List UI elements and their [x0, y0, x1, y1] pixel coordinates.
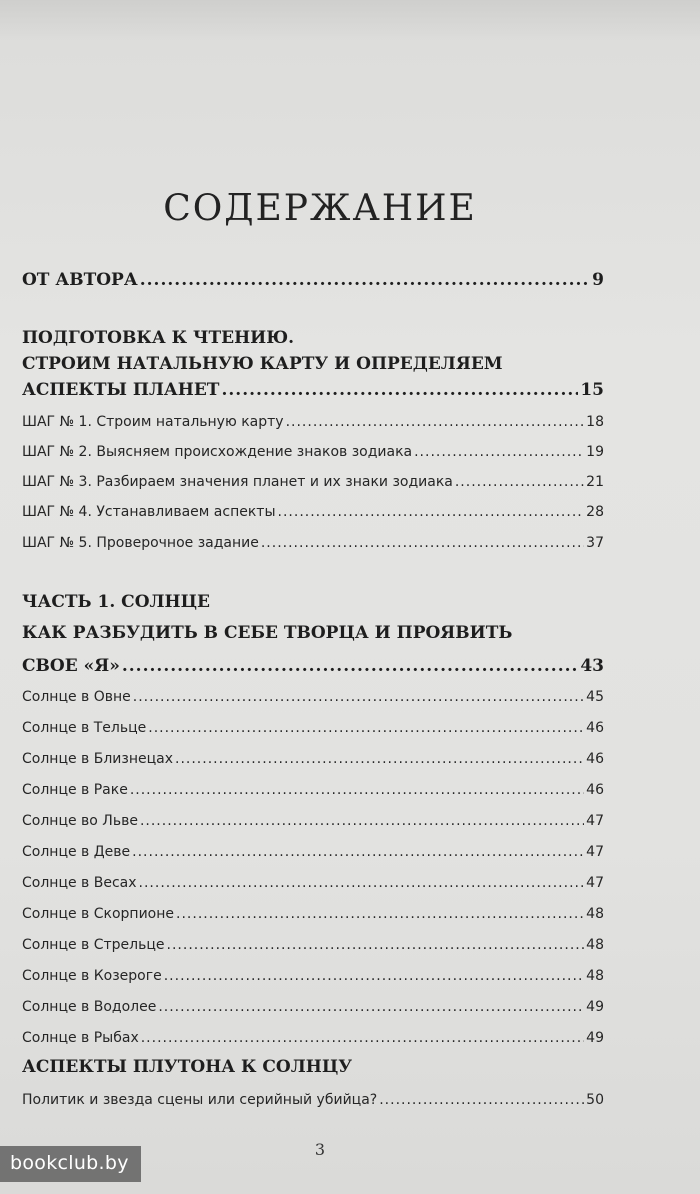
section-heading-line: АСПЕКТЫ ПЛУТОНА К СОЛНЦУ	[22, 1057, 353, 1077]
toc-label: Солнце в Близнецах	[22, 751, 173, 767]
toc-entry-author	[22, 270, 604, 290]
toc-label: Солнце во Льве	[22, 813, 138, 829]
toc-page: 47	[586, 813, 604, 829]
section-heading-line: ПОДГОТОВКА К ЧТЕНИЮ.	[22, 328, 295, 348]
toc-entry-step	[22, 474, 604, 490]
toc-label: СВОЕ «Я»	[22, 656, 120, 676]
toc-page: 47	[586, 875, 604, 891]
dot-leader	[141, 1030, 584, 1046]
toc-label: АСПЕКТЫ ПЛАНЕТ	[22, 380, 220, 400]
dot-leader	[278, 504, 585, 520]
toc-label: Солнце в Водолее	[22, 999, 157, 1015]
toc-entry-sun	[22, 1030, 604, 1046]
toc-page: 48	[586, 906, 604, 922]
toc-label: Солнце в Стрельце	[22, 937, 165, 953]
toc-label: Солнце в Овне	[22, 689, 131, 705]
watermark: bookclub.by	[0, 1146, 141, 1182]
toc-entry-step	[22, 504, 604, 520]
toc-label: Солнце в Рыбах	[22, 1030, 139, 1046]
toc-page: 49	[586, 999, 604, 1015]
dot-leader	[379, 1092, 584, 1108]
dot-leader	[148, 720, 584, 736]
toc-entry-sun	[22, 999, 604, 1015]
toc-label: Политик и звезда сцены или серийный убийца?	[22, 1092, 378, 1108]
toc-page: 21	[586, 474, 604, 490]
dot-leader	[130, 782, 584, 798]
toc-label: ШАГ № 5. Проверочное задание	[22, 535, 259, 551]
page-number: 3	[314, 1140, 326, 1159]
toc-entry-prep	[22, 380, 604, 400]
toc-entry-sun	[22, 689, 604, 705]
section-heading-line: ЧАСТЬ 1. СОЛНЦЕ	[22, 592, 210, 612]
toc-page: 48	[586, 937, 604, 953]
toc-page: 37	[586, 535, 604, 551]
toc-entry-sun	[22, 968, 604, 984]
toc-entry-step	[22, 535, 604, 551]
toc-page: 46	[586, 751, 604, 767]
toc-page: 28	[586, 504, 604, 520]
toc-entry-sun	[22, 751, 604, 767]
dot-leader	[455, 474, 584, 490]
dot-leader	[167, 937, 585, 953]
toc-entry-sun	[22, 844, 604, 860]
toc-page: 50	[586, 1092, 604, 1108]
toc-label: ШАГ № 1. Строим натальную карту	[22, 414, 284, 430]
dot-leader	[158, 999, 584, 1015]
dot-leader	[286, 414, 585, 430]
toc-label: Солнце в Скорпионе	[22, 906, 175, 922]
toc-entry-step	[22, 414, 604, 430]
dot-leader	[140, 270, 590, 290]
toc-page: 48	[586, 968, 604, 984]
toc-page: 43	[580, 656, 604, 676]
toc-label: ШАГ № 2. Выясняем происхождение знаков зодиака	[22, 444, 413, 460]
toc-entry-sun	[22, 875, 604, 891]
toc-label: ШАГ № 4. Устанавливаем аспекты	[22, 504, 276, 520]
toc-label: ОТ АВТОРА	[22, 270, 138, 290]
toc-entry-sun	[22, 813, 604, 829]
toc-entry-part1	[22, 656, 604, 676]
toc-label: Солнце в Тельце	[22, 720, 147, 736]
toc-label: Солнце в Козероге	[22, 968, 162, 984]
dot-leader	[140, 813, 584, 829]
dot-leader	[176, 906, 584, 922]
toc-entry-sun	[22, 906, 604, 922]
dot-leader	[164, 968, 584, 984]
toc-page: 45	[586, 689, 604, 705]
dot-leader	[122, 656, 579, 676]
dot-leader	[139, 875, 585, 891]
toc-entry-pluto	[22, 1092, 604, 1108]
dot-leader	[414, 444, 584, 460]
toc-page: 46	[586, 782, 604, 798]
toc-entry-sun	[22, 720, 604, 736]
toc-page: 49	[586, 1030, 604, 1046]
toc-page: 9	[592, 270, 604, 290]
toc-label: Солнце в Деве	[22, 844, 131, 860]
toc-label: ШАГ № 3. Разбираем значения планет и их знаки зодиака	[22, 474, 453, 490]
toc-page: 46	[586, 720, 604, 736]
dot-leader	[261, 535, 584, 551]
dot-leader	[132, 844, 584, 860]
toc-page: 18	[586, 414, 604, 430]
toc-entry-sun	[22, 782, 604, 798]
toc-entry-sun	[22, 937, 604, 953]
dot-leader	[133, 689, 584, 705]
toc-label: Солнце в Раке	[22, 782, 128, 798]
toc-page: 19	[586, 444, 604, 460]
section-heading-line: СТРОИМ НАТАЛЬНУЮ КАРТУ И ОПРЕДЕЛЯЕМ	[22, 354, 503, 374]
toc-label: Солнце в Весах	[22, 875, 137, 891]
toc-page: 15	[580, 380, 604, 400]
section-heading-line: КАК РАЗБУДИТЬ В СЕБЕ ТВОРЦА И ПРОЯВИТЬ	[22, 623, 513, 643]
page-title: СОДЕРЖАНИЕ	[163, 188, 477, 229]
toc-entry-step	[22, 444, 604, 460]
toc-page: 47	[586, 844, 604, 860]
dot-leader	[175, 751, 584, 767]
dot-leader	[221, 380, 578, 400]
